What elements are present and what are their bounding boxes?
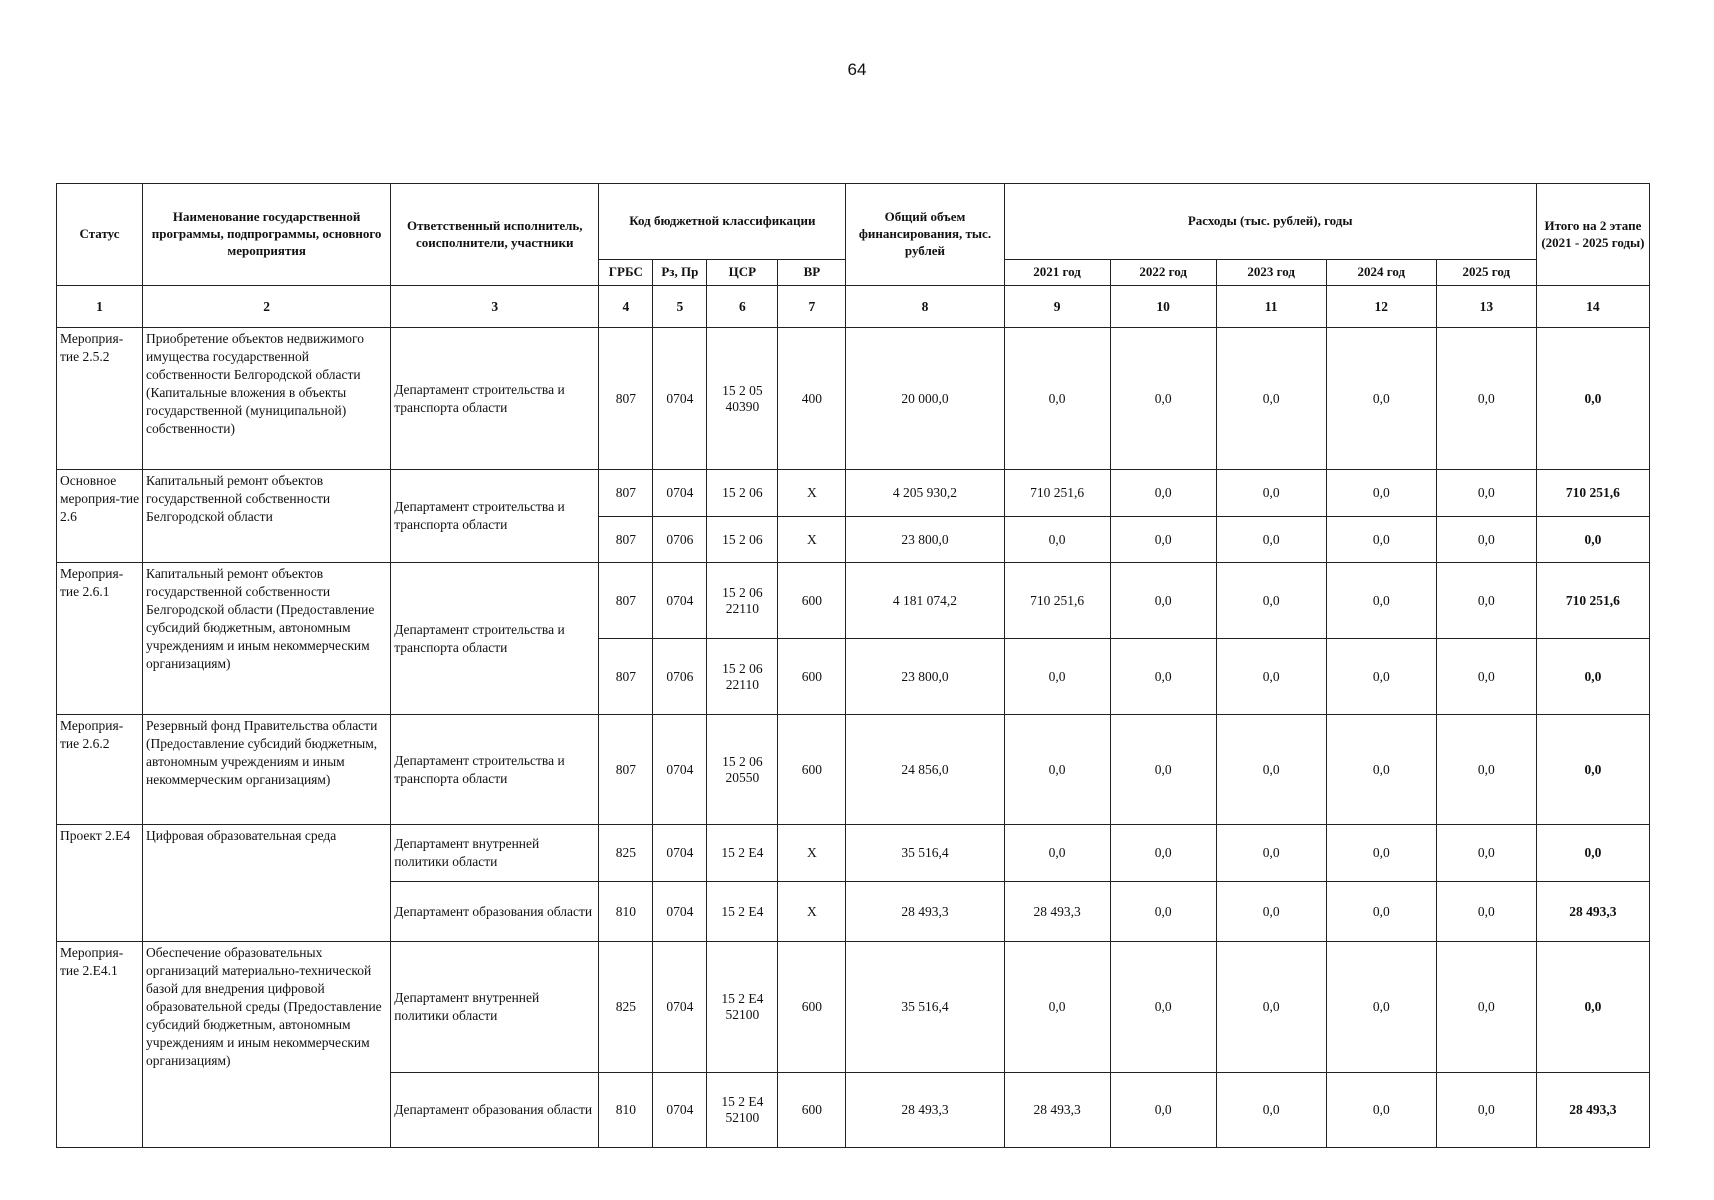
total-cell: 23 800,0 (846, 517, 1004, 563)
col-number: 8 (846, 286, 1004, 328)
vr-cell: 600 (778, 942, 846, 1073)
y2022-cell: 0,0 (1110, 563, 1216, 639)
y2021-cell: 0,0 (1004, 517, 1110, 563)
col-number: 7 (778, 286, 846, 328)
y2024-cell: 0,0 (1326, 715, 1436, 825)
table-row (57, 470, 1650, 517)
grbs-cell: 810 (599, 1073, 653, 1148)
col-number: 2 (143, 286, 391, 328)
table-row (57, 825, 1650, 882)
rzpr-cell: 0706 (653, 517, 707, 563)
y2024-cell: 0,0 (1326, 470, 1436, 517)
name-cell: Обеспечение образовательных организаций материально-технической базой для внедрения цифровой образовательной среды (Предоставление субсидий бюджетным, автономным учреждениям и иным некоммерческим организациям) (143, 942, 391, 1148)
y2025-cell: 0,0 (1436, 942, 1536, 1073)
total-cell: 28 493,3 (846, 882, 1004, 942)
y2023-cell: 0,0 (1216, 882, 1326, 942)
y2025-cell: 0,0 (1436, 563, 1536, 639)
executor-cell: Департамент внутренней политики области (391, 825, 599, 882)
y2021-cell: 0,0 (1004, 825, 1110, 882)
executor-cell: Департамент образования области (391, 882, 599, 942)
grbs-cell: 807 (599, 517, 653, 563)
grbs-cell: 807 (599, 470, 653, 517)
name-cell: Цифровая образовательная среда (143, 825, 391, 942)
rzpr-cell: 0704 (653, 715, 707, 825)
y2024-cell: 0,0 (1326, 1073, 1436, 1148)
rzpr-cell: 0704 (653, 942, 707, 1073)
y2021-cell: 28 493,3 (1004, 882, 1110, 942)
y2022-cell: 0,0 (1110, 825, 1216, 882)
grbs-cell: 825 (599, 825, 653, 882)
csr-cell: 15 2 Е4 52100 (707, 1073, 778, 1148)
executor-cell: Департамент строительства и транспорта области (391, 715, 599, 825)
itogo-cell: 0,0 (1536, 942, 1649, 1073)
y2022-cell: 0,0 (1110, 470, 1216, 517)
itogo-cell: 0,0 (1536, 715, 1649, 825)
executor-cell: Департамент строительства и транспорта области (391, 470, 599, 563)
table-row (57, 715, 1650, 825)
col-number: 10 (1110, 286, 1216, 328)
csr-cell: 15 2 Е4 (707, 825, 778, 882)
itogo-cell: 0,0 (1536, 639, 1649, 715)
y2023-cell: 0,0 (1216, 825, 1326, 882)
total-cell: 28 493,3 (846, 1073, 1004, 1148)
header-budget-code: Код бюджетной классификации (599, 184, 846, 260)
col-number: 5 (653, 286, 707, 328)
y2021-cell: 710 251,6 (1004, 563, 1110, 639)
rzpr-cell: 0704 (653, 563, 707, 639)
y2022-cell: 0,0 (1110, 639, 1216, 715)
col-number: 11 (1216, 286, 1326, 328)
col-number: 12 (1326, 286, 1436, 328)
header-2023: 2023 год (1216, 260, 1326, 286)
header-itogo: Итого на 2 этапе (2021 - 2025 годы) (1536, 184, 1649, 286)
y2022-cell: 0,0 (1110, 328, 1216, 470)
total-cell: 20 000,0 (846, 328, 1004, 470)
y2024-cell: 0,0 (1326, 882, 1436, 942)
itogo-cell: 710 251,6 (1536, 470, 1649, 517)
budget-table (56, 183, 1650, 1148)
vr-cell: Х (778, 825, 846, 882)
total-cell: 23 800,0 (846, 639, 1004, 715)
name-cell: Приобретение объектов недвижимого имущества государственной собственности Белгородской области (Капитальные вложения в объекты государственной (муниципальной) собственности) (143, 328, 391, 470)
grbs-cell: 825 (599, 942, 653, 1073)
header-total-volume: Общий объем финансирования, тыс. рублей (846, 184, 1004, 286)
col-number: 6 (707, 286, 778, 328)
total-cell: 35 516,4 (846, 825, 1004, 882)
csr-cell: 15 2 06 20550 (707, 715, 778, 825)
col-number: 14 (1536, 286, 1649, 328)
itogo-cell: 710 251,6 (1536, 563, 1649, 639)
header-status: Статус (57, 184, 143, 286)
y2022-cell: 0,0 (1110, 942, 1216, 1073)
total-cell: 24 856,0 (846, 715, 1004, 825)
grbs-cell: 807 (599, 715, 653, 825)
itogo-cell: 0,0 (1536, 825, 1649, 882)
rzpr-cell: 0704 (653, 882, 707, 942)
header-grbs: ГРБС (599, 260, 653, 286)
y2022-cell: 0,0 (1110, 517, 1216, 563)
vr-cell: 600 (778, 1073, 846, 1148)
status-cell: Мероприя-тие 2.Е4.1 (57, 942, 143, 1148)
y2023-cell: 0,0 (1216, 517, 1326, 563)
column-numbers-row (57, 286, 1650, 328)
total-cell: 4 181 074,2 (846, 563, 1004, 639)
itogo-cell: 0,0 (1536, 328, 1649, 470)
csr-cell: 15 2 06 (707, 517, 778, 563)
y2025-cell: 0,0 (1436, 328, 1536, 470)
y2022-cell: 0,0 (1110, 1073, 1216, 1148)
y2024-cell: 0,0 (1326, 563, 1436, 639)
y2024-cell: 0,0 (1326, 517, 1436, 563)
table-row (57, 942, 1650, 1073)
col-number: 13 (1436, 286, 1536, 328)
y2023-cell: 0,0 (1216, 715, 1326, 825)
status-cell: Мероприя-тие 2.5.2 (57, 328, 143, 470)
csr-cell: 15 2 06 22110 (707, 563, 778, 639)
grbs-cell: 807 (599, 639, 653, 715)
header-2024: 2024 год (1326, 260, 1436, 286)
y2021-cell: 710 251,6 (1004, 470, 1110, 517)
y2025-cell: 0,0 (1436, 825, 1536, 882)
y2025-cell: 0,0 (1436, 639, 1536, 715)
table-row (57, 328, 1650, 470)
col-number: 4 (599, 286, 653, 328)
name-cell: Капитальный ремонт объектов государственной собственности Белгородской области (143, 470, 391, 563)
grbs-cell: 807 (599, 563, 653, 639)
y2021-cell: 28 493,3 (1004, 1073, 1110, 1148)
vr-cell: Х (778, 882, 846, 942)
header-2022: 2022 год (1110, 260, 1216, 286)
csr-cell: 15 2 06 (707, 470, 778, 517)
name-cell: Резервный фонд Правительства области (Предоставление субсидий бюджетным, автономным учреждениям и иным некоммерческим организациям) (143, 715, 391, 825)
vr-cell: 600 (778, 563, 846, 639)
executor-cell: Департамент строительства и транспорта области (391, 328, 599, 470)
y2023-cell: 0,0 (1216, 328, 1326, 470)
vr-cell: 600 (778, 639, 846, 715)
status-cell: Проект 2.Е4 (57, 825, 143, 942)
header-csr: ЦСР (707, 260, 778, 286)
grbs-cell: 810 (599, 882, 653, 942)
table-row (57, 563, 1650, 639)
vr-cell: Х (778, 470, 846, 517)
col-number: 9 (1004, 286, 1110, 328)
y2024-cell: 0,0 (1326, 825, 1436, 882)
status-cell: Основное мероприя-тие 2.6 (57, 470, 143, 563)
csr-cell: 15 2 Е4 (707, 882, 778, 942)
header-vr: ВР (778, 260, 846, 286)
y2024-cell: 0,0 (1326, 942, 1436, 1073)
total-cell: 4 205 930,2 (846, 470, 1004, 517)
table-header (57, 184, 1650, 286)
rzpr-cell: 0704 (653, 328, 707, 470)
col-number: 1 (57, 286, 143, 328)
vr-cell: 400 (778, 328, 846, 470)
rzpr-cell: 0704 (653, 825, 707, 882)
y2022-cell: 0,0 (1110, 882, 1216, 942)
csr-cell: 15 2 06 22110 (707, 639, 778, 715)
y2024-cell: 0,0 (1326, 639, 1436, 715)
page-number: 64 (847, 60, 867, 79)
y2025-cell: 0,0 (1436, 882, 1536, 942)
y2021-cell: 0,0 (1004, 715, 1110, 825)
grbs-cell: 807 (599, 328, 653, 470)
y2024-cell: 0,0 (1326, 328, 1436, 470)
y2025-cell: 0,0 (1436, 715, 1536, 825)
header-2021: 2021 год (1004, 260, 1110, 286)
csr-cell: 15 2 05 40390 (707, 328, 778, 470)
y2025-cell: 0,0 (1436, 1073, 1536, 1148)
y2022-cell: 0,0 (1110, 715, 1216, 825)
y2025-cell: 0,0 (1436, 517, 1536, 563)
y2021-cell: 0,0 (1004, 328, 1110, 470)
y2023-cell: 0,0 (1216, 639, 1326, 715)
y2023-cell: 0,0 (1216, 942, 1326, 1073)
name-cell: Капитальный ремонт объектов государственной собственности Белгородской области (Предоставление субсидий бюджетным, автономным учреждениям и иным некоммерческим организациям) (143, 563, 391, 715)
executor-cell: Департамент внутренней политики области (391, 942, 599, 1073)
y2023-cell: 0,0 (1216, 470, 1326, 517)
header-name: Наименование государственной программы, подпрограммы, основного мероприятия (143, 184, 391, 286)
status-cell: Мероприя-тие 2.6.2 (57, 715, 143, 825)
rzpr-cell: 0704 (653, 470, 707, 517)
vr-cell: 600 (778, 715, 846, 825)
header-executor: Ответственный исполнитель, соисполнители, участники (391, 184, 599, 286)
rzpr-cell: 0704 (653, 1073, 707, 1148)
y2021-cell: 0,0 (1004, 639, 1110, 715)
itogo-cell: 28 493,3 (1536, 1073, 1649, 1148)
header-2025: 2025 год (1436, 260, 1536, 286)
itogo-cell: 0,0 (1536, 517, 1649, 563)
total-cell: 35 516,4 (846, 942, 1004, 1073)
col-number: 3 (391, 286, 599, 328)
header-rzpr: Рз, Пр (653, 260, 707, 286)
itogo-cell: 28 493,3 (1536, 882, 1649, 942)
rzpr-cell: 0706 (653, 639, 707, 715)
y2025-cell: 0,0 (1436, 470, 1536, 517)
y2023-cell: 0,0 (1216, 563, 1326, 639)
y2021-cell: 0,0 (1004, 942, 1110, 1073)
executor-cell: Департамент образования области (391, 1073, 599, 1148)
csr-cell: 15 2 Е4 52100 (707, 942, 778, 1073)
status-cell: Мероприя-тие 2.6.1 (57, 563, 143, 715)
header-expenses: Расходы (тыс. рублей), годы (1004, 184, 1536, 260)
vr-cell: Х (778, 517, 846, 563)
executor-cell: Департамент строительства и транспорта области (391, 563, 599, 715)
y2023-cell: 0,0 (1216, 1073, 1326, 1148)
